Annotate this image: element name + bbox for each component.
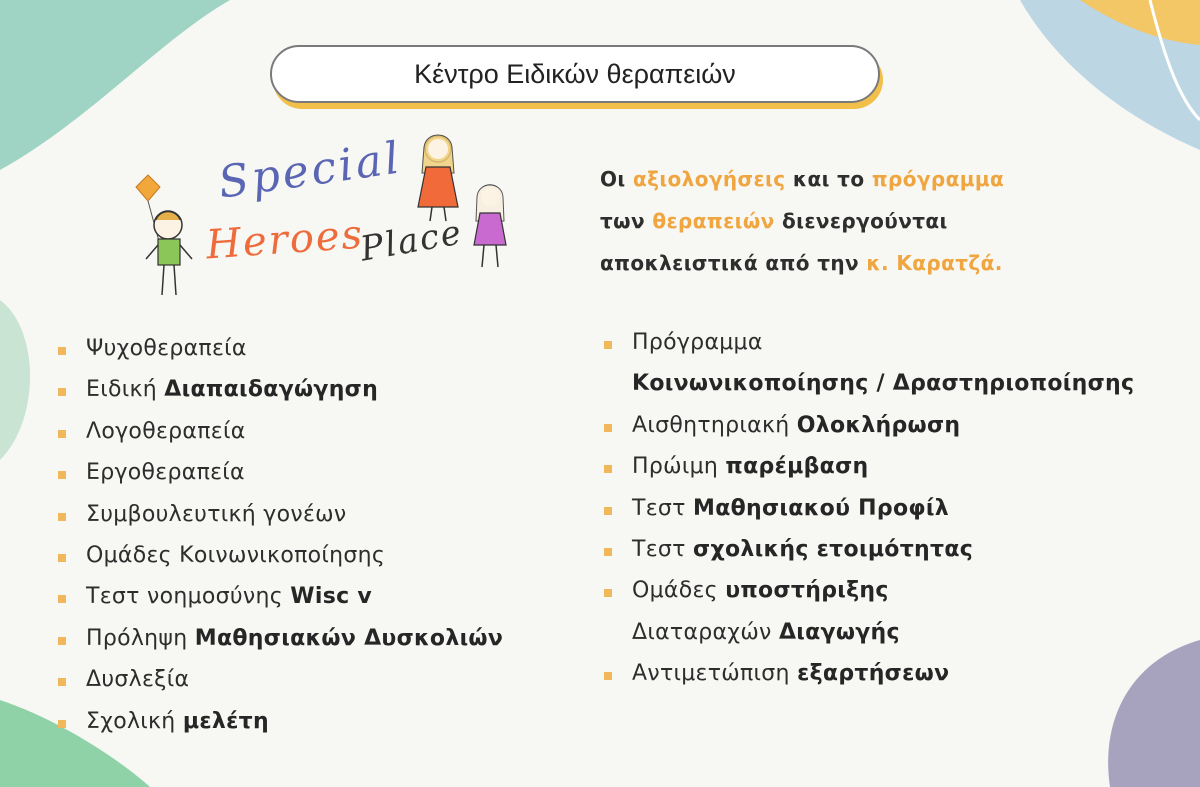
- service-bold-text: σχολικής ετοιμότητας: [693, 537, 974, 563]
- square-bullet-icon: [604, 507, 612, 515]
- list-item: [58, 369, 503, 410]
- square-bullet-icon: [58, 513, 66, 521]
- list-item: [58, 659, 503, 700]
- service-text: Πρόληψη: [86, 625, 195, 651]
- service-text: Λογοθεραπεία: [86, 418, 246, 444]
- logo: [120, 125, 520, 315]
- service-continuation: [632, 612, 1134, 653]
- service-bold-text: Ολοκλήρωση: [796, 412, 961, 438]
- service-text: Συμβουλευτική γονέων: [86, 501, 347, 527]
- list-item: [604, 405, 1134, 446]
- service-text: Εργοθεραπεία: [86, 460, 245, 486]
- logo-word-heroes: Heroes: [204, 211, 366, 269]
- notice-line-2: [600, 200, 1160, 242]
- square-bullet-icon: [604, 424, 612, 432]
- square-bullet-icon: [58, 347, 66, 355]
- service-text: Ψυχοθεραπεία: [86, 336, 247, 361]
- notice-text: των: [600, 209, 653, 233]
- list-item: [58, 452, 503, 493]
- square-bullet-icon: [604, 589, 612, 597]
- service-bold-text: Μαθησιακού Προφίλ: [693, 495, 949, 521]
- girl-figure-icon: [418, 135, 458, 221]
- kite-icon: [136, 175, 160, 245]
- square-bullet-icon: [58, 595, 66, 603]
- square-bullet-icon: [58, 720, 66, 728]
- service-bold-text: Κοινωνικοποίησης / Δραστηριοποίησης: [632, 371, 1135, 397]
- service-text: Τεστ: [632, 537, 694, 563]
- square-bullet-icon: [604, 548, 612, 556]
- notice-text: Οι: [600, 167, 633, 191]
- square-bullet-icon: [604, 341, 612, 349]
- service-continuation: [632, 363, 1134, 404]
- service-bold-text: παρέμβαση: [725, 454, 869, 480]
- service-bold-text: Μαθησιακών Δυσκολιών: [194, 625, 504, 651]
- left-green-blob: [0, 300, 30, 460]
- service-text: Πρώιμη: [632, 454, 726, 480]
- list-item: [58, 701, 503, 742]
- service-bold-text: Διαπαιδαγώγηση: [164, 377, 379, 403]
- list-item: [58, 328, 503, 369]
- notice-line-1: [600, 158, 1160, 200]
- square-bullet-icon: [58, 554, 66, 562]
- notice-text: αποκλειστικά από την: [600, 251, 867, 275]
- service-bold-text: Διαγωγής: [778, 619, 900, 645]
- list-item: [604, 653, 1134, 694]
- service-text: Διαταραχών: [632, 619, 779, 645]
- square-bullet-icon: [58, 430, 66, 438]
- service-text: Αντιμετώπιση: [632, 661, 798, 687]
- list-item: [604, 488, 1134, 529]
- square-bullet-icon: [604, 672, 612, 680]
- notice-line-3: [600, 242, 1160, 284]
- service-text: Αισθητηριακή: [632, 412, 797, 438]
- square-bullet-icon: [604, 465, 612, 473]
- small-girl-figure-icon: [474, 185, 506, 267]
- logo-word-place: Place: [357, 212, 466, 270]
- square-bullet-icon: [58, 637, 66, 645]
- service-text: Ομάδες Κοινωνικοποίησης: [86, 543, 386, 569]
- boy-figure-icon: [146, 211, 192, 295]
- left-services-column: [58, 328, 503, 742]
- notice-highlight: κ. Καρατζά.: [866, 251, 1003, 275]
- assessment-notice: [600, 158, 1160, 284]
- notice-highlight: πρόγραμμα: [871, 167, 1005, 191]
- list-item: [58, 576, 503, 617]
- title-banner: [270, 45, 880, 103]
- notice-highlight: θεραπειών: [652, 209, 775, 233]
- list-item: [58, 618, 503, 659]
- list-item: [604, 570, 1134, 653]
- list-item: [58, 494, 503, 535]
- service-bold-text: μελέτη: [182, 708, 269, 734]
- notice-text: και το: [785, 167, 872, 191]
- page-title: Κέντρο Ειδικών θεραπειών: [414, 58, 736, 89]
- list-item: [604, 446, 1134, 487]
- service-bold-text: Wisc v: [290, 584, 373, 610]
- service-text: Ειδική: [86, 377, 165, 403]
- list-item: [604, 529, 1134, 570]
- list-item: [604, 322, 1134, 405]
- service-text: Δυσλεξία: [86, 667, 190, 693]
- service-bold-text: υποστήριξης: [725, 578, 889, 604]
- logo-word-special: Special: [215, 132, 406, 209]
- service-bold-text: εξαρτήσεων: [797, 661, 950, 687]
- service-text: Τεστ: [632, 495, 694, 521]
- service-text: Σχολική: [86, 708, 183, 734]
- service-text: Ομάδες: [632, 578, 726, 604]
- list-item: [58, 535, 503, 576]
- notice-text: διενεργούνται: [774, 209, 948, 233]
- right-services-column: [604, 322, 1134, 695]
- square-bullet-icon: [58, 678, 66, 686]
- left-services-list: [58, 328, 503, 742]
- right-services-list: [604, 322, 1134, 695]
- list-item: [58, 411, 503, 452]
- service-text: Τεστ νοημοσύνης: [86, 584, 291, 610]
- square-bullet-icon: [58, 471, 66, 479]
- service-text: Πρόγραμμα: [632, 330, 763, 355]
- notice-highlight: αξιολογήσεις: [632, 167, 786, 191]
- square-bullet-icon: [58, 388, 66, 396]
